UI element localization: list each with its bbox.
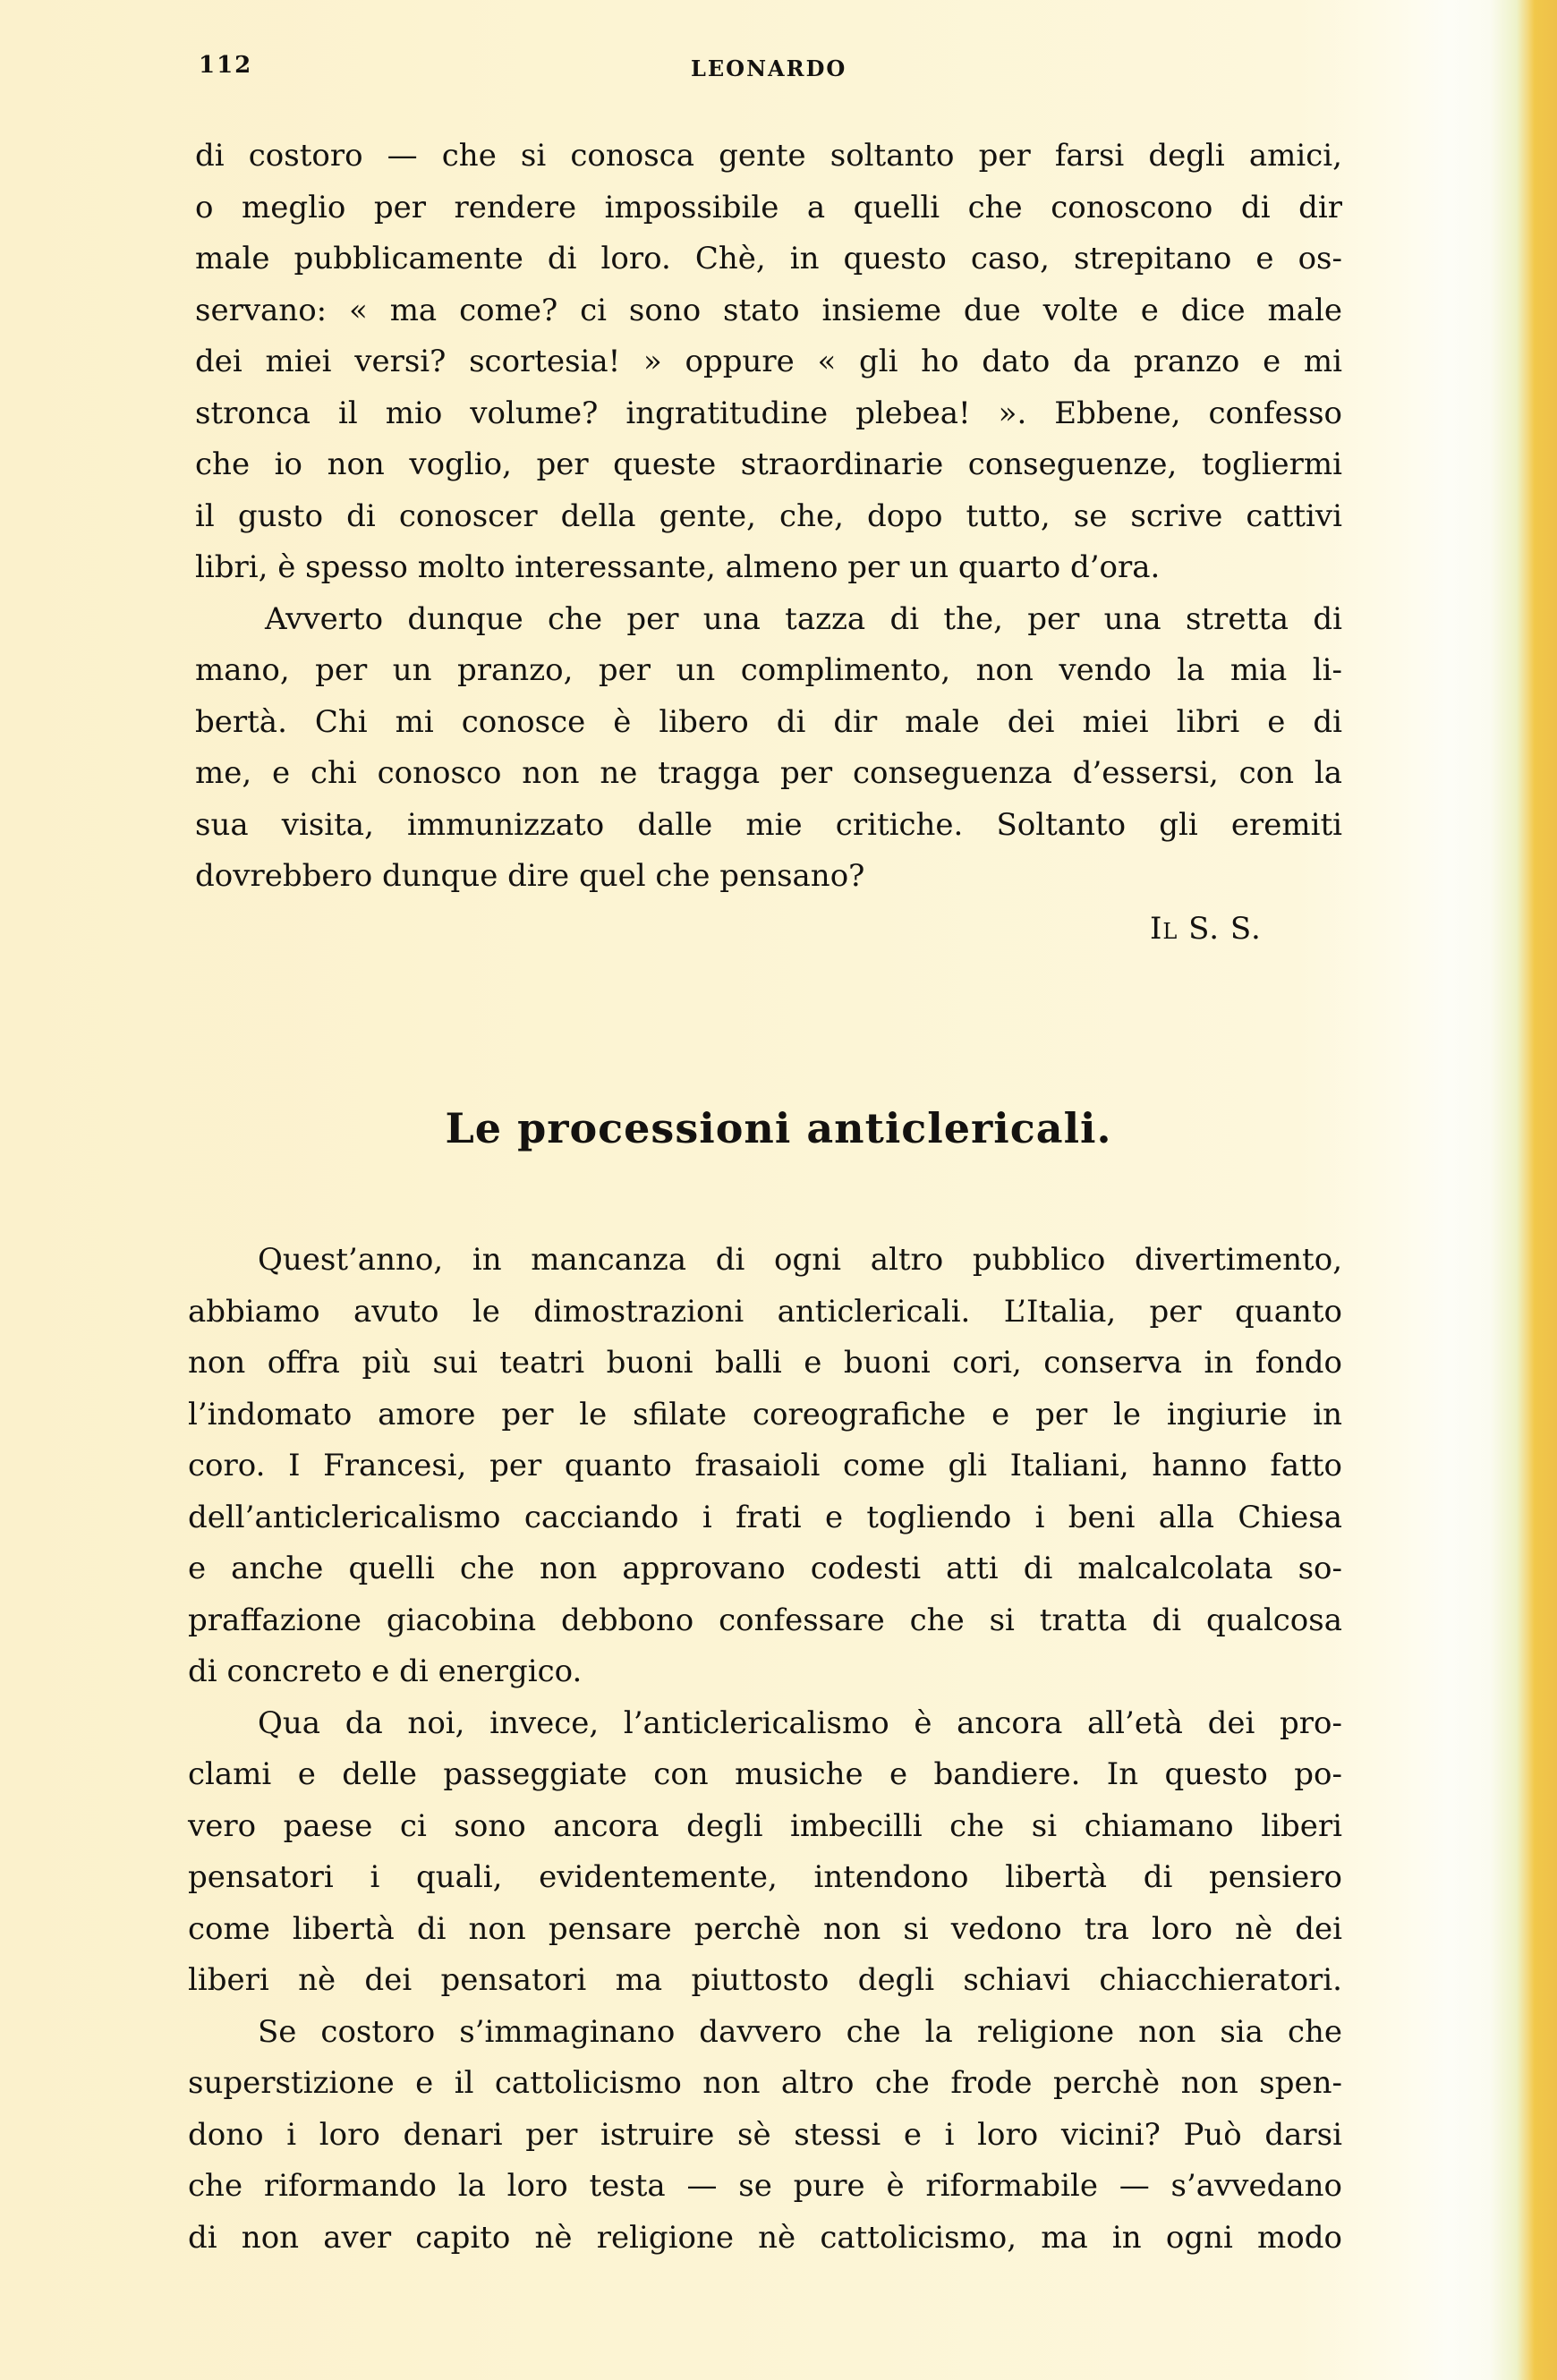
text-line: coro. I Francesi, per quanto frasaioli come gli Italiani, hanno fatto xyxy=(188,1448,1342,1483)
text-line: di costoro — che si conosca gente soltanto per farsi degli amici, xyxy=(195,138,1342,174)
text-line: dovrebbero dunque dire quel che pensano? xyxy=(195,858,865,894)
text-line: e anche quelli che non approvano codesti atti di malcalcolata so- xyxy=(188,1551,1342,1586)
text-line: mano, per un pranzo, per un complimento, non vendo la mia li- xyxy=(195,652,1342,688)
text-line: superstizione e il cattolicismo non altro che frode perchè non spen- xyxy=(188,2065,1342,2101)
article-body xyxy=(188,1235,1342,2264)
text-line: me, e chi conosco non ne tragga per conseguenza d’essersi, con la xyxy=(195,755,1342,791)
text-line: stronca il mio volume? ingratitudine plebea! ». Ebbene, confesso xyxy=(195,395,1342,431)
text-line: che io non voglio, per queste straordinarie conseguenze, togliermi xyxy=(195,446,1342,482)
text-line: Quest’anno, in mancanza di ogni altro pubblico divertimento, xyxy=(258,1242,1342,1278)
text-line: sua visita, immunizzato dalle mie critiche. Soltanto gli eremiti xyxy=(195,806,1342,843)
signature-text: Il S. S. xyxy=(1150,911,1262,947)
text-line: di non aver capito nè religione nè cattolicismo, ma in ogni modo xyxy=(188,2219,1342,2256)
text-line: dono i loro denari per istruire sè stessi e i loro vicini? Può darsi xyxy=(188,2116,1342,2153)
paragraph xyxy=(195,594,1342,903)
text-line: di concreto e di energico. xyxy=(188,1653,583,1689)
paragraph xyxy=(188,1698,1342,2007)
text-line: bertà. Chi mi conosce è libero di dir male dei miei libri e di xyxy=(195,703,1342,740)
text-line: il gusto di conoscer della gente, che, dopo tutto, se scrive cattivi xyxy=(195,497,1342,534)
text-line: come libertà di non pensare perchè non si vedono tra loro nè dei xyxy=(188,1910,1342,1947)
text-line: Se costoro s’immaginano davvero che la religione non sia che xyxy=(258,2013,1342,2050)
paragraph xyxy=(188,2007,1342,2265)
text-line: vero paese ci sono ancora degli imbecilli che si chiamano liberi xyxy=(188,1807,1342,1844)
running-head: LEONARDO xyxy=(691,55,847,81)
article-continuation xyxy=(195,131,1342,903)
text-line: male pubblicamente di loro. Chè, in questo caso, strepitano e os- xyxy=(195,241,1342,276)
text-line: pensatori i quali, evidentemente, intendono libertà di pensiero xyxy=(188,1859,1342,1895)
author-signature xyxy=(1150,911,1262,947)
text-line: o meglio per rendere impossibile a quelli che conoscono di dir xyxy=(195,189,1342,225)
article-title: Le processioni anticlericali. xyxy=(445,1104,1112,1153)
text-line: che riformando la loro testa — se pure è riformabile — s’avvedano xyxy=(188,2168,1342,2204)
text-line: Avverto dunque che per una tazza di the, per una stretta di xyxy=(265,600,1342,637)
text-line: servano: « ma come? ci sono stato insieme due volte e dice male xyxy=(195,292,1342,328)
text-line: praffazione giacobina debbono confessare che si tratta di qualcosa xyxy=(188,1602,1342,1638)
text-line: l’indomato amore per le sfilate coreografiche e per le ingiurie in xyxy=(188,1396,1342,1432)
text-line: dell’anticlericalismo cacciando i frati e togliendo i beni alla Chiesa xyxy=(188,1499,1342,1535)
text-line: non offra più sui teatri buoni balli e buoni cori, conserva in fondo xyxy=(188,1345,1342,1381)
paragraph xyxy=(188,1235,1342,1698)
paragraph xyxy=(195,131,1342,594)
text-line: Qua da noi, invece, l’anticlericalismo è ancora all’età dei pro- xyxy=(258,1704,1342,1741)
text-line: libri, è spesso molto interessante, almeno per un quarto d’ora. xyxy=(195,549,1161,585)
page-number: 112 xyxy=(199,52,253,79)
text-line: clami e delle passeggiate con musiche e bandiere. In questo po- xyxy=(188,1756,1342,1792)
text-line: abbiamo avuto le dimostrazioni anticlericali. L’Italia, per quanto xyxy=(188,1293,1342,1330)
text-line: dei miei versi? scortesia! » oppure « gli ho dato da pranzo e mi xyxy=(195,344,1342,379)
page-header xyxy=(199,52,1344,88)
text-line: liberi nè dei pensatori ma piuttosto degli schiavi chiacchieratori. xyxy=(188,1962,1342,1998)
